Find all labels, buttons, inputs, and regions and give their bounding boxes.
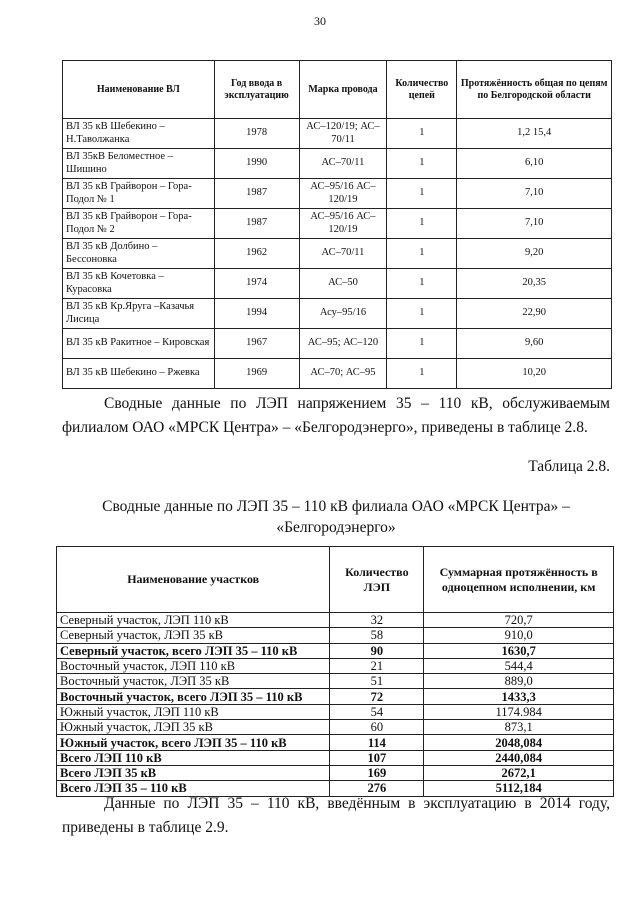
circuits-cell: 1: [387, 239, 457, 269]
table-row: [63, 299, 612, 329]
line-count-cell: 276: [330, 781, 424, 796]
length-cell: 7,10: [457, 209, 612, 239]
table-row: [63, 269, 612, 299]
circuits-cell: 1: [387, 179, 457, 209]
table-row: [57, 689, 614, 704]
year-cell: 1994: [214, 299, 299, 329]
total-length-cell: 720,7: [424, 613, 614, 628]
length-cell: 22,90: [457, 299, 612, 329]
circuits-cell: 1: [387, 299, 457, 329]
total-length-cell: 1630,7: [424, 643, 614, 658]
summary-paragraph: Сводные данные по ЛЭП напряжением 35 – 110 кВ, обслуживаемым филиалом ОАО «МРСК Центра» – «Белгородэнерго», приведены в таблице 2.8.: [62, 395, 610, 436]
wire-grade-cell: АС–50: [299, 269, 387, 299]
line-count-cell: 32: [330, 613, 424, 628]
table-row: [57, 750, 614, 765]
year-cell: 1962: [214, 239, 299, 269]
total-length-cell: 889,0: [424, 674, 614, 689]
section-name-cell: Восточный участок, всего ЛЭП 35 – 110 кВ: [57, 689, 330, 704]
line-count-cell: 72: [330, 689, 424, 704]
total-length-cell: 910,0: [424, 628, 614, 643]
circuits-cell: 1: [387, 359, 457, 389]
section-name-cell: Северный участок, ЛЭП 110 кВ: [57, 613, 330, 628]
wire-grade-cell: АС–95/16 АС–120/19: [299, 179, 387, 209]
table-row: [57, 613, 614, 628]
section-name-cell: Северный участок, всего ЛЭП 35 – 110 кВ: [57, 643, 330, 658]
line-count-cell: 51: [330, 674, 424, 689]
column-header: Год ввода в эксплуатацию: [214, 61, 299, 119]
line-name-cell: ВЛ 35 кВ Шебекино – Н.Таволжанка: [63, 119, 215, 149]
section-name-cell: Северный участок, ЛЭП 35 кВ: [57, 628, 330, 643]
total-length-cell: 2440,084: [424, 750, 614, 765]
table-row: [63, 209, 612, 239]
table-row: [63, 359, 612, 389]
closing-paragraph: Данные по ЛЭП 35 – 110 кВ, введённым в эксплуатацию в 2014 году, приведены в таблице 2.9.: [62, 795, 610, 836]
circuits-cell: 1: [387, 209, 457, 239]
section-name-cell: Всего ЛЭП 35 кВ: [57, 765, 330, 780]
table-header-row: [57, 547, 614, 613]
power-lines-table: [62, 60, 612, 389]
section-name-cell: Восточный участок, ЛЭП 35 кВ: [57, 674, 330, 689]
summary-table: [56, 546, 614, 797]
wire-grade-cell: АС–120/19; АС–70/11: [299, 119, 387, 149]
line-name-cell: ВЛ 35 кВ Шебекино – Ржевка: [63, 359, 215, 389]
line-name-cell: ВЛ 35кВ Беломестное – Шишино: [63, 149, 215, 179]
line-name-cell: ВЛ 35 кВ Грайворон – Гора-Подол № 2: [63, 209, 215, 239]
line-count-cell: 114: [330, 735, 424, 750]
year-cell: 1969: [214, 359, 299, 389]
circuits-cell: 1: [387, 149, 457, 179]
column-header: Наименование ВЛ: [63, 61, 215, 119]
length-cell: 7,10: [457, 179, 612, 209]
section-name-cell: Южный участок, всего ЛЭП 35 – 110 кВ: [57, 735, 330, 750]
line-count-cell: 90: [330, 643, 424, 658]
section-name-cell: Восточный участок, ЛЭП 110 кВ: [57, 658, 330, 673]
section-name-cell: Всего ЛЭП 110 кВ: [57, 750, 330, 765]
column-header: Количество цепей: [387, 61, 457, 119]
length-cell: 20,35: [457, 269, 612, 299]
circuits-cell: 1: [387, 119, 457, 149]
wire-grade-cell: АС–95; АС–120: [299, 329, 387, 359]
table-label: Таблица 2.8.: [528, 458, 610, 475]
length-cell: 10,20: [457, 359, 612, 389]
year-cell: 1987: [214, 179, 299, 209]
total-length-cell: 2672,1: [424, 765, 614, 780]
table-row: [57, 720, 614, 735]
line-count-cell: 54: [330, 704, 424, 719]
section-name-cell: Южный участок, ЛЭП 110 кВ: [57, 704, 330, 719]
year-cell: 1990: [214, 149, 299, 179]
length-cell: 6,10: [457, 149, 612, 179]
year-cell: 1987: [214, 209, 299, 239]
column-header: Марка провода: [299, 61, 387, 119]
year-cell: 1978: [214, 119, 299, 149]
total-length-cell: 5112,184: [424, 781, 614, 796]
table-row: [57, 643, 614, 658]
line-name-cell: ВЛ 35 кВ Грайворон – Гора-Подол № 1: [63, 179, 215, 209]
section-name-cell: Южный участок, ЛЭП 35 кВ: [57, 720, 330, 735]
table-row: [63, 329, 612, 359]
table-row: [57, 628, 614, 643]
line-count-cell: 107: [330, 750, 424, 765]
line-name-cell: ВЛ 35 кВ Кр.Яруга –Казачья Лисица: [63, 299, 215, 329]
length-cell: 9,20: [457, 239, 612, 269]
total-length-cell: 873,1: [424, 720, 614, 735]
table-row: [63, 149, 612, 179]
column-header: Количество ЛЭП: [330, 547, 424, 613]
length-cell: 1,2 15,4: [457, 119, 612, 149]
circuits-cell: 1: [387, 329, 457, 359]
table-header-row: [63, 61, 612, 119]
table-row: [63, 119, 612, 149]
table-row: [57, 765, 614, 780]
circuits-cell: 1: [387, 269, 457, 299]
total-length-cell: 544,4: [424, 658, 614, 673]
total-length-cell: 1433,3: [424, 689, 614, 704]
table-row: [63, 239, 612, 269]
table-row: [63, 179, 612, 209]
length-cell: 9,60: [457, 329, 612, 359]
table-row: [57, 704, 614, 719]
section-name-cell: Всего ЛЭП 35 – 110 кВ: [57, 781, 330, 796]
table-row: [57, 674, 614, 689]
column-header: Протяжённость общая по цепям по Белгородской области: [457, 61, 612, 119]
wire-grade-cell: АС–70; АС–95: [299, 359, 387, 389]
line-name-cell: ВЛ 35 кВ Ракитное – Кировская: [63, 329, 215, 359]
line-count-cell: 169: [330, 765, 424, 780]
wire-grade-cell: АС–70/11: [299, 149, 387, 179]
table-caption: Сводные данные по ЛЭП 35 – 110 кВ филиала ОАО «МРСК Центра» – «Белгородэнерго»: [102, 498, 570, 536]
page-number: 30: [314, 14, 326, 28]
line-count-cell: 21: [330, 658, 424, 673]
year-cell: 1974: [214, 269, 299, 299]
year-cell: 1967: [214, 329, 299, 359]
total-length-cell: 1174.984: [424, 704, 614, 719]
column-header: Суммарная протяжённость в одноцепном исполнении, км: [424, 547, 614, 613]
line-name-cell: ВЛ 35 кВ Кочетовка – Курасовка: [63, 269, 215, 299]
line-count-cell: 60: [330, 720, 424, 735]
table-row: [57, 658, 614, 673]
line-count-cell: 58: [330, 628, 424, 643]
line-name-cell: ВЛ 35 кВ Долбино – Бессоновка: [63, 239, 215, 269]
table-row: [57, 735, 614, 750]
wire-grade-cell: АС–70/11: [299, 239, 387, 269]
total-length-cell: 2048,084: [424, 735, 614, 750]
wire-grade-cell: Асу–95/16: [299, 299, 387, 329]
column-header: Наименование участков: [57, 547, 330, 613]
wire-grade-cell: АС–95/16 АС–120/19: [299, 209, 387, 239]
